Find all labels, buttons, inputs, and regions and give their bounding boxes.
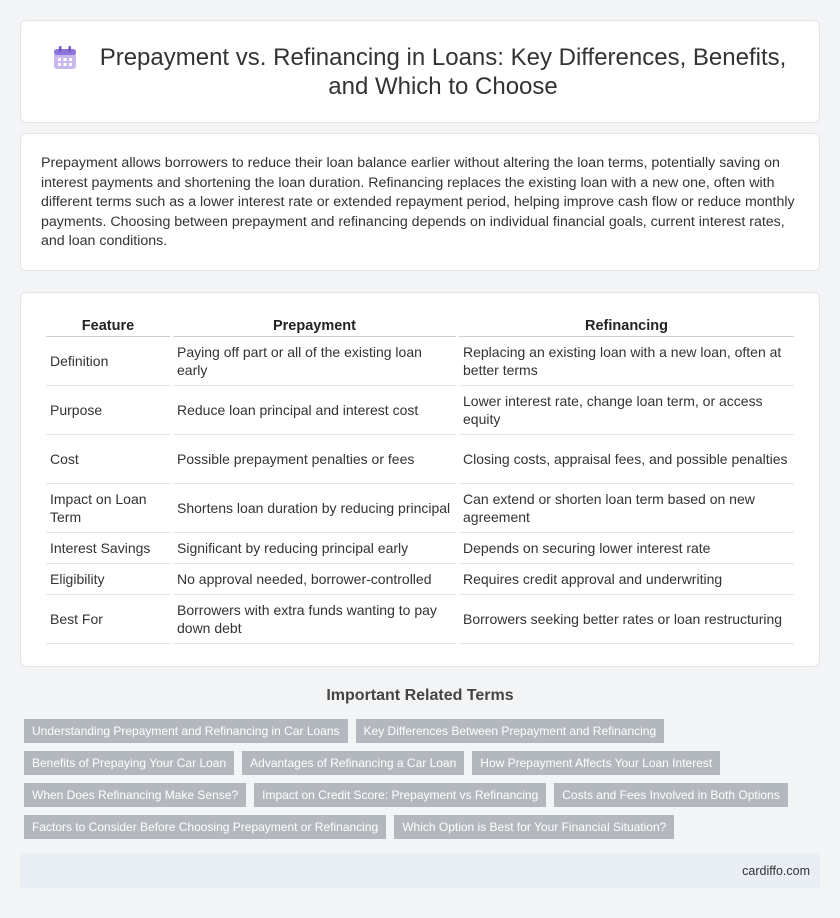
intro-card xyxy=(20,133,820,271)
comparison-card xyxy=(20,292,820,667)
refinancing-cell: Lower interest rate, change loan term, or access equity xyxy=(459,386,794,435)
table-row xyxy=(46,533,794,564)
feature-cell: Eligibility xyxy=(46,564,170,595)
related-terms-title: Important Related Terms xyxy=(326,687,514,704)
tag-row xyxy=(24,751,820,775)
related-terms-list xyxy=(24,719,820,847)
table-header-row xyxy=(46,313,794,337)
refinancing-cell: Can extend or shorten loan term based on new agreement xyxy=(459,484,794,533)
tag-row xyxy=(24,719,820,743)
related-term-link[interactable]: Understanding Prepayment and Refinancing in Car Loans xyxy=(24,719,348,743)
tag-row xyxy=(24,815,820,839)
table-row xyxy=(46,595,794,644)
related-term-link[interactable]: Benefits of Prepaying Your Car Loan xyxy=(24,751,234,775)
refinancing-cell: Depends on securing lower interest rate xyxy=(459,533,794,564)
feature-cell: Definition xyxy=(46,337,170,386)
header-feature: Feature xyxy=(46,313,170,337)
related-term-link[interactable]: Advantages of Refinancing a Car Loan xyxy=(242,751,464,775)
feature-cell: Purpose xyxy=(46,386,170,435)
page-title: Prepayment vs. Refinancing in Loans: Key Differences, Benefits, and Which to Choose xyxy=(99,43,787,100)
refinancing-cell: Borrowers seeking better rates or loan restructuring xyxy=(459,595,794,644)
feature-cell: Best For xyxy=(46,595,170,644)
header-refinancing: Refinancing xyxy=(459,313,794,337)
related-term-link[interactable]: When Does Refinancing Make Sense? xyxy=(24,783,246,807)
prepayment-cell: Paying off part or all of the existing loan early xyxy=(173,337,456,386)
table-row xyxy=(46,435,794,484)
refinancing-cell: Requires credit approval and underwriting xyxy=(459,564,794,595)
table-row xyxy=(46,386,794,435)
intro-paragraph: Prepayment allows borrowers to reduce their loan balance earlier without altering the loan terms, potentially saving on interest payments and shortening the loan duration. Refinancing replaces the existing loan with a new one, often with different terms such as a lower interest rate or extended repayment period, helping improve cash flow or reduce monthly payments. Choosing between prepayment and refinancing depends on individual financial goals, current interest rates, and loan conditions. xyxy=(41,155,795,250)
prepayment-cell: Possible prepayment penalties or fees xyxy=(173,435,456,484)
table-row xyxy=(46,564,794,595)
related-term-link[interactable]: Factors to Consider Before Choosing Prepayment or Refinancing xyxy=(24,815,386,839)
prepayment-cell: Significant by reducing principal early xyxy=(173,533,456,564)
refinancing-cell: Replacing an existing loan with a new loan, often at better terms xyxy=(459,337,794,386)
site-link[interactable]: cardiffo.com xyxy=(742,864,810,878)
table-row xyxy=(46,484,794,533)
feature-cell: Interest Savings xyxy=(46,533,170,564)
comparison-table xyxy=(43,313,797,644)
prepayment-cell: No approval needed, borrower-controlled xyxy=(173,564,456,595)
title-card xyxy=(20,20,820,123)
related-term-link[interactable]: Impact on Credit Score: Prepayment vs Refinancing xyxy=(254,783,546,807)
related-term-link[interactable]: Key Differences Between Prepayment and Refinancing xyxy=(356,719,665,743)
feature-cell: Cost xyxy=(46,435,170,484)
feature-cell: Impact on Loan Term xyxy=(46,484,170,533)
header-prepayment: Prepayment xyxy=(173,313,456,337)
table-row xyxy=(46,337,794,386)
refinancing-cell: Closing costs, appraisal fees, and possible penalties xyxy=(459,435,794,484)
related-term-link[interactable]: How Prepayment Affects Your Loan Interest xyxy=(472,751,720,775)
footer xyxy=(20,854,820,888)
prepayment-cell: Shortens loan duration by reducing principal xyxy=(173,484,456,533)
tag-row xyxy=(24,783,820,807)
prepayment-cell: Reduce loan principal and interest cost xyxy=(173,386,456,435)
calendar-icon xyxy=(51,44,79,72)
related-term-link[interactable]: Which Option is Best for Your Financial Situation? xyxy=(394,815,674,839)
prepayment-cell: Borrowers with extra funds wanting to pay down debt xyxy=(173,595,456,644)
related-term-link[interactable]: Costs and Fees Involved in Both Options xyxy=(554,783,787,807)
